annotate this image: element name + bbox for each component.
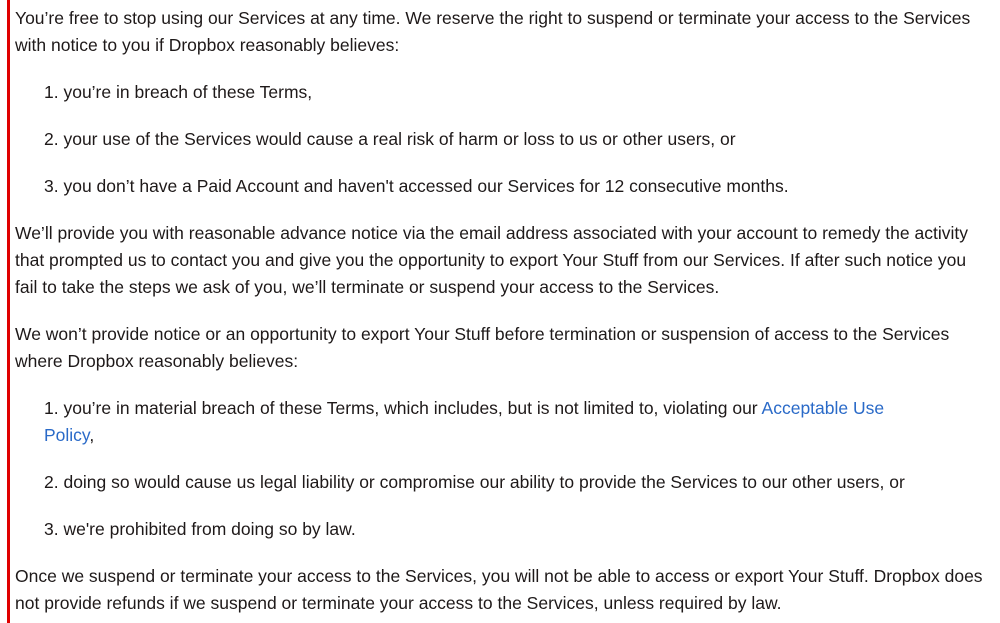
acceptable-use-policy-link[interactable]: Acceptable Use Policy: [44, 398, 885, 445]
list-item-text: 3. you don’t have a Paid Account and haven't accessed our Services for 12 consecutive months.: [44, 176, 789, 196]
list-item: [15, 395, 990, 449]
paragraph-no-refunds: Once we suspend or terminate your access to the Services, you will not be able to access or export Your Stuff. Dropbox does not provide refunds if we suspend or terminate your access to the Services, unless required by law.: [15, 566, 983, 613]
list-item-text: 2. doing so would cause us legal liability or compromise our ability to provide the Services to our other users, or: [44, 472, 905, 492]
list-item-suffix: ,: [89, 425, 95, 445]
list-item-text: 2. your use of the Services would cause a real risk of harm or loss to us or other users, or: [44, 129, 736, 149]
left-highlight-bar: [7, 0, 10, 623]
list-item: [15, 173, 990, 200]
paragraph-advance-notice: We’ll provide you with reasonable advance notice via the email address associated with your account to remedy the activity that prompted us to contact you and give you the opportunity to export Your Stuff from our Services. If after such notice you fail to take the steps we ask of you, we’ll terminate or suspend your access to the Services.: [15, 223, 968, 297]
paragraph-free-to-stop: You’re free to stop using our Services at any time. We reserve the right to suspend or terminate your access to the Services with notice to you if Dropbox reasonably believes:: [15, 8, 971, 55]
suspension-with-notice-list: [15, 79, 990, 200]
list-item: [15, 469, 990, 496]
list-item-prefix: 1. you’re in material breach of these Terms, which includes, but is not limited to, violating our: [44, 398, 762, 418]
list-item-text: [44, 395, 934, 449]
list-item: [15, 516, 990, 543]
list-item: [15, 126, 990, 153]
list-item: [15, 79, 990, 106]
termination-section: [15, 5, 990, 617]
paragraph-no-notice: We won’t provide notice or an opportunity to export Your Stuff before termination or suspension of access to the Services where Dropbox reasonably believes:: [15, 324, 950, 371]
list-item-text: 1. you’re in breach of these Terms,: [44, 82, 313, 102]
list-item-text: 3. we're prohibited from doing so by law.: [44, 519, 356, 539]
suspension-without-notice-list: [15, 395, 990, 543]
